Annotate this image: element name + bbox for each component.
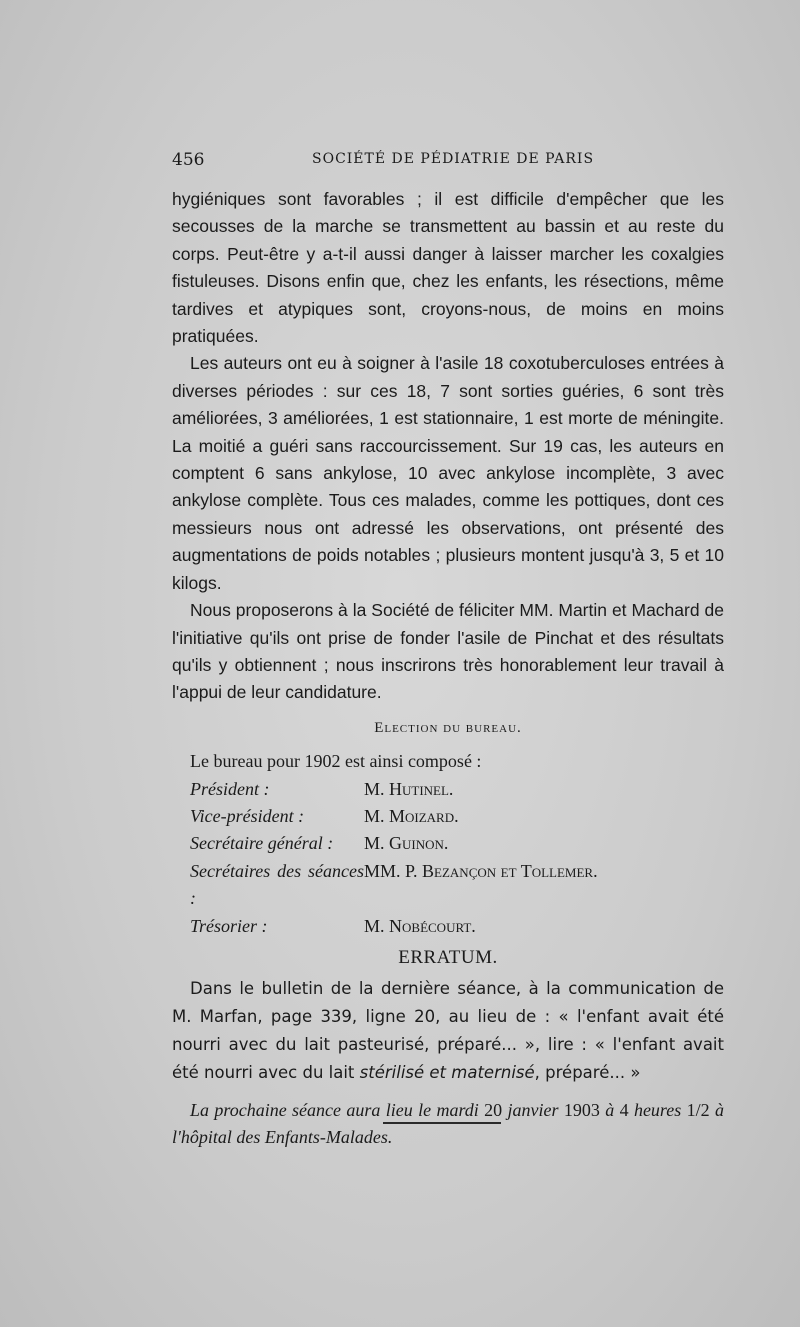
erratum-section bbox=[172, 975, 724, 1087]
election-title: Election du bureau. bbox=[374, 719, 522, 736]
officer-role: Trésorier : bbox=[190, 915, 268, 936]
erratum-text-italic: stérilisé et maternisé bbox=[359, 1063, 535, 1083]
officer-name: M. Moizard. bbox=[364, 805, 459, 826]
next-session-end: à l'hôpital des Enfants-Malades. bbox=[172, 1100, 724, 1148]
erratum-text bbox=[172, 975, 724, 1087]
next-session-year: 1903 bbox=[563, 1100, 600, 1121]
officer-role: Secrétaire général : bbox=[190, 833, 334, 854]
next-session-notice bbox=[172, 1097, 724, 1151]
closing-rule bbox=[383, 1122, 501, 1124]
officer-role: Président : bbox=[190, 778, 270, 799]
officer-row bbox=[172, 776, 724, 803]
officer-name: M. Nobécourt. bbox=[364, 915, 476, 936]
paragraph-2: Les auteurs ont eu à soigner à l'asile 18 coxotuberculoses entrées à diverses périodes : sur ces 18, 7 sont sorties guéries, 6 sont très améliorées, 3 améliorées, 1 est stationnaire, 1 est morte de méningite. La moitié a guéri sans raccourcissement. Sur 19 cas, les auteurs en comptent 6 sans ankylose, 10 avec ankylose incomplète, 3 avec ankylose complète. Tous ces malades, comme les pottiques, dont ces messieurs nous ont adressé les observations, ont présenté des augmentations de poids notables ; plusieurs montent jusqu'à 3, 5 et 10 kilogs. bbox=[172, 353, 724, 593]
next-session-month: janvier bbox=[502, 1100, 564, 1121]
next-session-half: 1/2 bbox=[686, 1100, 710, 1121]
next-session-hour: 4 bbox=[619, 1100, 629, 1121]
officer-row bbox=[172, 913, 724, 940]
officer-name: M. Guinon. bbox=[364, 833, 449, 854]
bureau-intro: Le bureau pour 1902 est ainsi composé : bbox=[190, 751, 482, 772]
next-session-after: heures bbox=[628, 1100, 687, 1121]
officer-row bbox=[172, 830, 724, 857]
next-session-text bbox=[172, 1097, 724, 1151]
officer-role: Vice-président : bbox=[190, 805, 305, 826]
next-session-day: 20 bbox=[484, 1100, 503, 1121]
officers-list bbox=[172, 776, 724, 940]
page-body bbox=[172, 186, 724, 1151]
officer-row bbox=[172, 803, 724, 830]
erratum-text-after: , préparé... » bbox=[534, 1063, 641, 1083]
next-session-middle: à bbox=[599, 1100, 620, 1121]
page-number: 456 bbox=[172, 150, 205, 170]
running-title: SOCIÉTÉ DE PÉDIATRIE DE PARIS bbox=[312, 151, 595, 167]
paragraph-1: hygiéniques sont favorables ; il est difficile d'empêcher que les secousses de la marche se transmettent au bassin et au reste du corps. Peut-être y a-t-il aussi danger à laisser marcher les coxalgies fistuleuses. Disons enfin que, chez les enfants, les résections, même tardives et atypiques sont, croyons-nous, de moins en moins pratiquées. bbox=[172, 189, 724, 347]
officer-name: M. Hutinel. bbox=[364, 778, 454, 799]
officer-role: Secrétaires des séances : bbox=[190, 860, 364, 909]
erratum-title: ERRATUM. bbox=[398, 946, 498, 968]
next-session-before: La prochaine séance aura lieu le mardi bbox=[190, 1100, 485, 1121]
officer-name: MM. P. Bezançon et Tollemer. bbox=[364, 860, 598, 881]
page-header bbox=[172, 150, 724, 174]
officer-row bbox=[172, 858, 724, 913]
paragraph-3: Nous proposerons à la Société de féliciter MM. Martin et Machard de l'initiative qu'ils ont prise de fonder l'asile de Pinchat et des résultats qu'ils y obtiennent ; nous inscrirons très honorablement leur travail à l'appui de leur candidature. bbox=[172, 600, 724, 703]
erratum-text-before: Dans le bulletin de la dernière séance, à la communication de M. Marfan, page 339, ligne 20, au lieu de : « l'enfant avait été nourri avec du lait pasteurisé, préparé... », lire : « l'enfant avait été nourri avec du lait bbox=[172, 979, 724, 1083]
